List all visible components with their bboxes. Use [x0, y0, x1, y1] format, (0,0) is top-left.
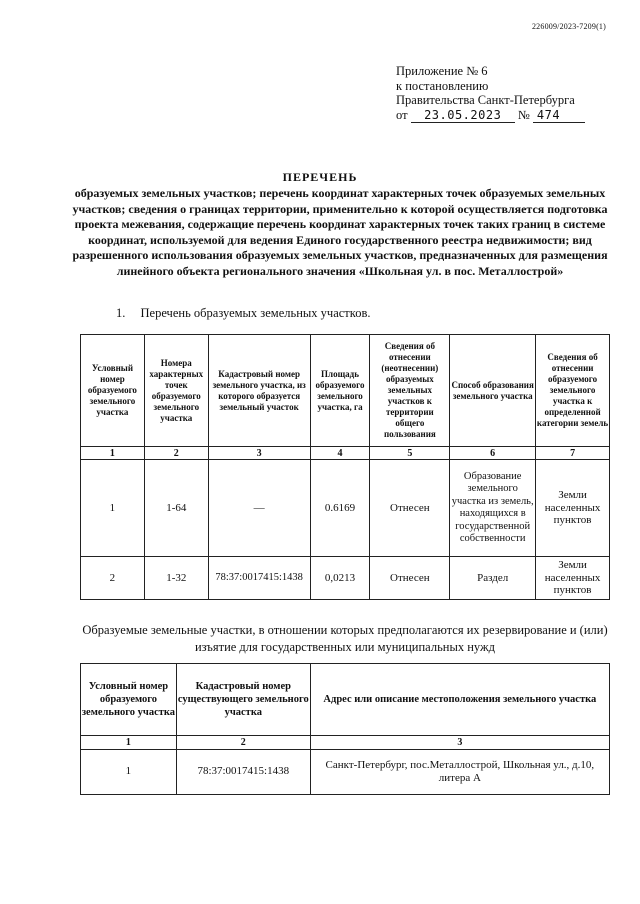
table-cell: 1 — [81, 460, 145, 557]
table-header-row — [81, 335, 610, 447]
table-index-row — [81, 736, 610, 750]
section-heading — [116, 306, 370, 321]
table-index-cell: 4 — [310, 447, 370, 460]
table-cell: 0,0213 — [310, 557, 370, 600]
table-header-cell: Условный номер образуемого земельного участка — [81, 664, 177, 736]
table-index-cell: 5 — [370, 447, 450, 460]
table-cell: — — [208, 460, 310, 557]
table-index-cell: 1 — [81, 447, 145, 460]
document-number: 226009/2023-7209(1) — [531, 22, 606, 31]
section-text: Перечень образуемых земельных участков. — [140, 306, 371, 320]
table-cell: 1-64 — [144, 460, 208, 557]
table-cell: 78:37:0017415:1438 — [176, 750, 310, 795]
table-index-cell: 3 — [310, 736, 609, 750]
table-cell: Образование земельного участка из земель, находящихся в государственной собственности — [450, 460, 536, 557]
table-header-cell: Адрес или описание местоположения земельного участка — [310, 664, 609, 736]
table-index-row — [81, 447, 610, 460]
table-index-cell: 6 — [450, 447, 536, 460]
table-row — [81, 460, 610, 557]
appendix-title: Приложение № 6 — [396, 64, 488, 78]
land-plots-table — [80, 334, 610, 600]
table-header-cell: Сведения об отнесении образуемого земельного участка к определенной категории земель — [536, 335, 610, 447]
document-title: ПЕРЕЧЕНЬ — [282, 170, 358, 184]
table-cell: 1 — [81, 750, 177, 795]
table-row — [81, 750, 610, 795]
appendix-date: 23.05.2023 — [411, 109, 515, 123]
appendix-block — [396, 64, 596, 123]
table-cell: 1-32 — [144, 557, 208, 600]
table-header-row — [81, 664, 610, 736]
table-row — [81, 557, 610, 600]
table-cell: Земли населенных пунктов — [536, 557, 610, 600]
appendix-date-row — [396, 108, 596, 123]
table-cell: Отнесен — [370, 460, 450, 557]
table-index-cell: 2 — [176, 736, 310, 750]
reservation-paragraph: Образуемые земельные участки, в отношении которых предполагаются их резервирование и (или) изъятие для государственных или муниципальных нужд — [82, 623, 608, 654]
appendix-government: Правительства Санкт-Петербурга — [396, 93, 575, 107]
table-header-cell: Кадастровый номер земельного участка, из которого образуется земельный участок — [208, 335, 310, 447]
table-cell: Санкт-Петербург, пос.Металлострой, Школьная ул., д.10, литера А — [310, 750, 609, 795]
number-prefix: № — [517, 107, 530, 122]
table-header-cell: Площадь образуемого земельного участка, га — [310, 335, 370, 447]
table-index-cell: 7 — [536, 447, 610, 460]
section-number: 1. — [116, 306, 126, 320]
table-header-cell: Номера характерных точек образуемого земельного участка — [144, 335, 208, 447]
table-cell: 2 — [81, 557, 145, 600]
document-subtitle: образуемых земельных участков; перечень координат характерных точек образуемых земельных участков; сведения о границах территории, применительно к которой осуществляется подготовка проекта межевания, содержащие перечень координат характерных точек таких границ в системе координат, используемой для ведения Единого государственного реестра недвижимости; вид разрешенного использования образуемых земельных участков, предназначенных для размещения линейного объекта регионального значения «Школьная ул. в пос. Металлострой» — [72, 186, 608, 278]
table-header-cell: Кадастровый номер существующего земельного участка — [176, 664, 310, 736]
date-prefix: от — [396, 107, 408, 122]
table-index-cell: 1 — [81, 736, 177, 750]
table-cell: Отнесен — [370, 557, 450, 600]
table-index-cell: 3 — [208, 447, 310, 460]
table-cell: Земли населенных пунктов — [536, 460, 610, 557]
appendix-resolution: к постановлению — [396, 78, 489, 93]
table-cell: 78:37:0017415:1438 — [208, 557, 310, 600]
table-cell: Раздел — [450, 557, 536, 600]
table-header-cell: Условный номер образуемого земельного участка — [81, 335, 145, 447]
reservation-table — [80, 663, 610, 795]
table-header-cell: Способ образования земельного участка — [450, 335, 536, 447]
appendix-number: 474 — [533, 109, 585, 123]
table-header-cell: Сведения об отнесении (неотнесении) образуемых земельных участков к территории общего пользования — [370, 335, 450, 447]
table-index-cell: 2 — [144, 447, 208, 460]
table-cell: 0.6169 — [310, 460, 370, 557]
